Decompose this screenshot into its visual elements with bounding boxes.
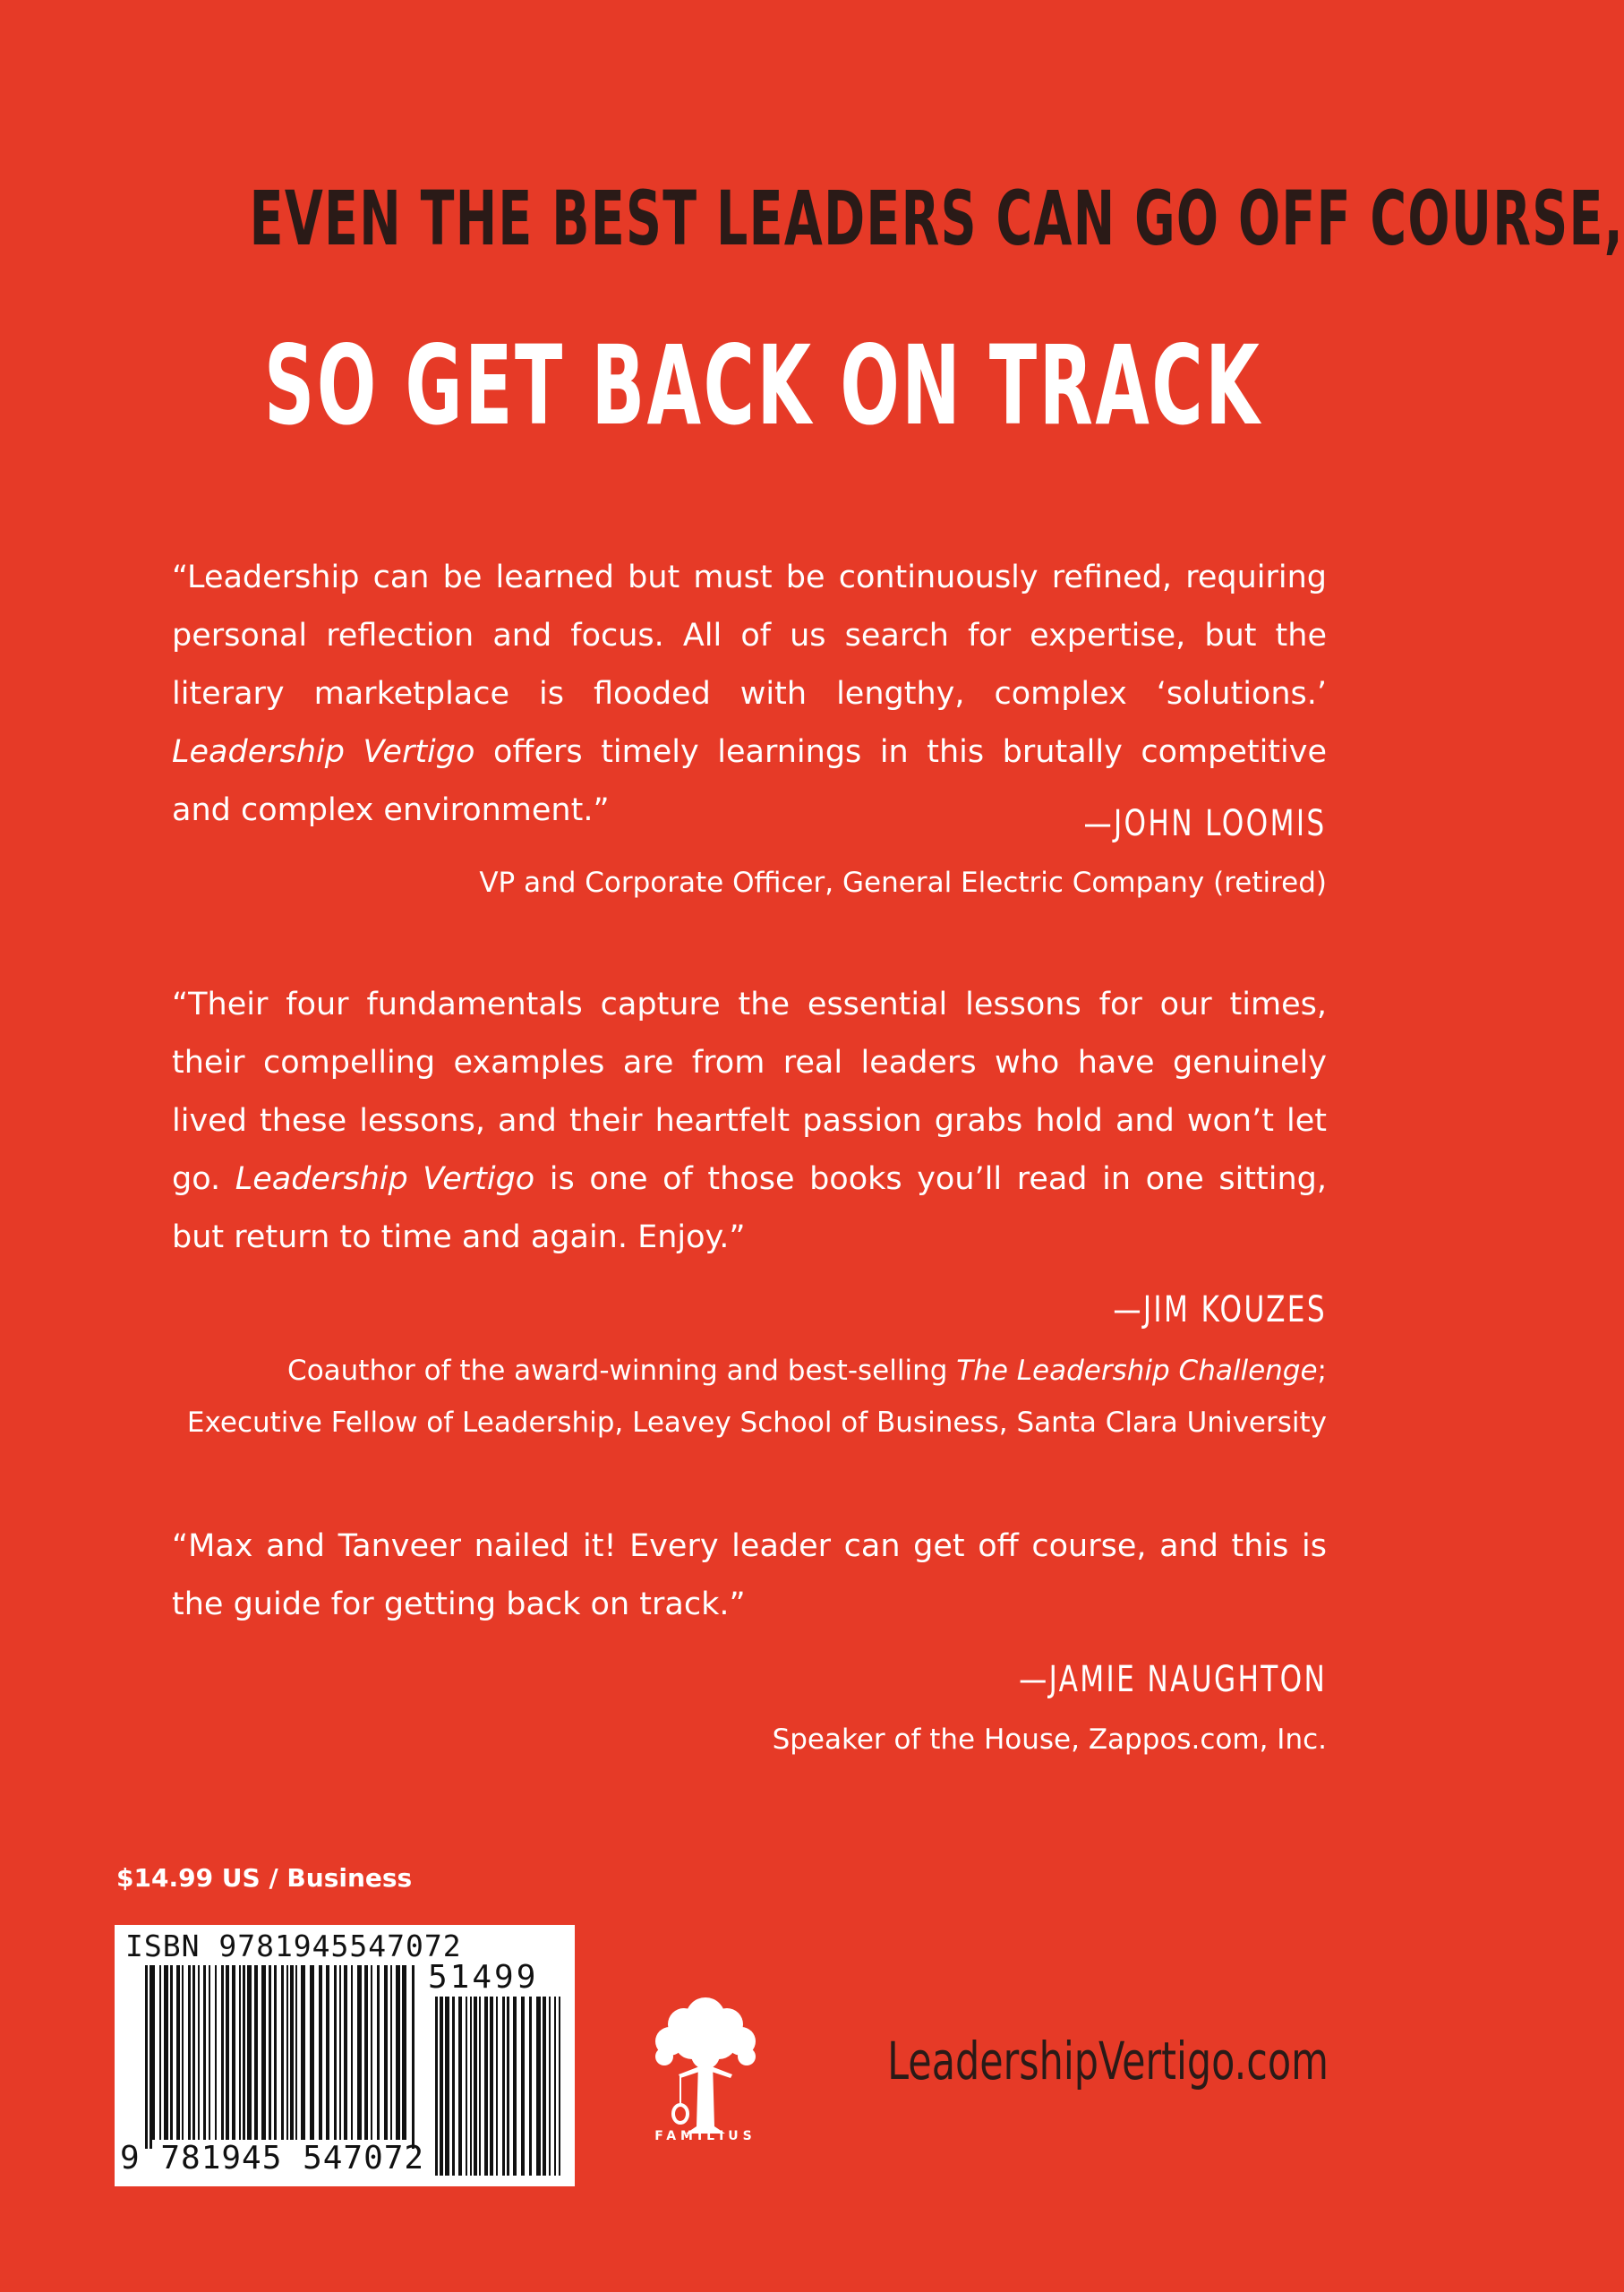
publisher-name: FAMILIUS <box>654 2129 756 2143</box>
attribution-title-loomis: VP and Corporate Officer, General Electric Company (retired) <box>479 867 1327 899</box>
headline-line-1: EVEN THE BEST LEADERS CAN GO OFF COURSE, <box>249 175 1624 262</box>
price-category: $14.99 US / Business <box>116 1863 413 1893</box>
barcode-digits: 9 781945 547072 <box>120 2140 425 2177</box>
testimonial-quote-loomis: “Leadership can be learned but must be continuously refined, requiring personal reflection and focus. All of us search for expertise, but the literary marketplace is flooded with lengthy, complex ‘solutions.’ Leadership Vertigo offers timely learnings in this brutally competitive and complex environment.” <box>172 560 1327 828</box>
isbn-barcode <box>115 1925 575 2186</box>
testimonial-quote-kouzes: “Their four fundamentals capture the essential lessons for our times, their compelling examples are from real leaders who have genuinely lived these lessons, and their heartfelt passion grabs hold and won’t let go. Leadership Vertigo is one of those books you’ll read in one sitting, but return to time and again. Enjoy.” <box>172 987 1327 1255</box>
attribution-kouzes: —JIM KOUZES <box>1113 1289 1327 1330</box>
website-url: LeadershipVertigo.com <box>887 2031 1329 2091</box>
attribution-title-naughton: Speaker of the House, Zappos.com, Inc. <box>772 1723 1327 1756</box>
testimonial-quote-naughton: “Max and Tanveer nailed it! Every leader can get off course, and this is the guide for getting back on track.” <box>172 1528 1327 1622</box>
attribution-naughton: —JAMIE NAUGHTON <box>1018 1659 1327 1700</box>
attribution-title-kouzes-2: Executive Fellow of Leadership, Leavey School of Business, Santa Clara University <box>186 1407 1327 1439</box>
attribution-loomis: —JOHN LOOMIS <box>1083 803 1327 844</box>
isbn-label: ISBN 9781945547072 <box>125 1929 462 1963</box>
headline-line-2: SO GET BACK ON TRACK <box>264 322 1262 449</box>
tree-with-swing-icon <box>643 1992 768 2144</box>
barcode-price-code: 51499 <box>428 1959 539 1996</box>
attribution-title-kouzes-1: Coauthor of the award-winning and best-selling The Leadership Challenge; <box>287 1355 1327 1387</box>
